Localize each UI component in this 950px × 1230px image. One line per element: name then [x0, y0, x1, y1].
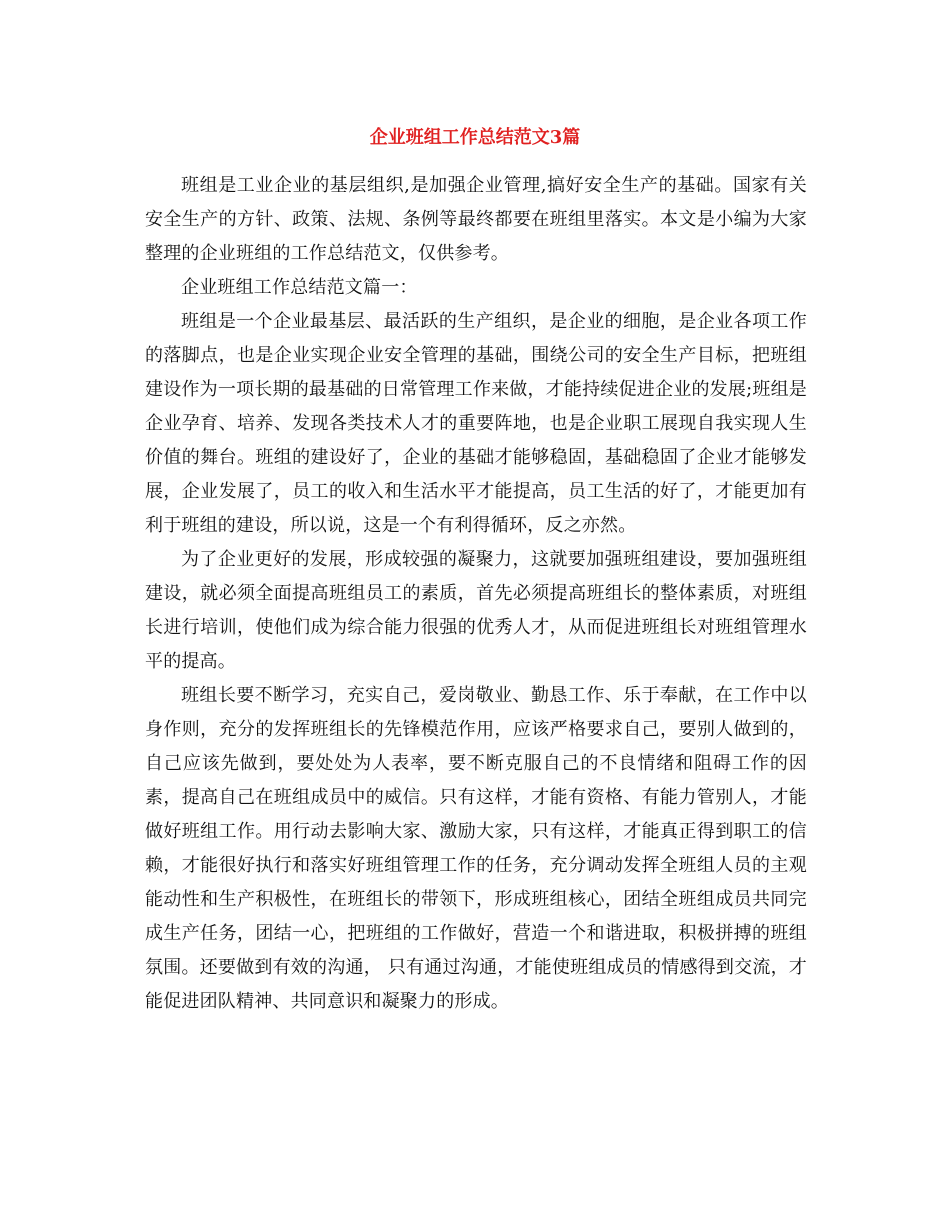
document-title: 企业班组工作总结范文3篇 — [369, 127, 581, 148]
paragraph: 为了企业更好的发展，形成较强的凝聚力，这就要加强班组建设，要加强班组建设，就必须全面提高班组员工的素质，首先必须提高班组长的整体素质，对班组长进行培训，使他们成为综合能力很强的优秀人才，从而促进班组长对班组管理水平的提高。 — [145, 549, 807, 672]
paragraph: 班组长要不断学习，充实自己，爱岗敬业、勤恳工作、乐于奉献，在工作中以身作则，充分的发挥班组长的先锋模范作用，应该严格要求自己，要别人做到的，自己应该先做到，要处处为人表率，要不断克服自己的不良情绪和阻碍工作的因素，提高自己在班组成员中的威信。只有这样，才能有资格、有能力管别人，才能做好班组工作。用行动去影响大家、激励大家，只有这样，才能真正得到职工的信赖，才能很好执行和落实好班组管理工作的任务，充分调动发挥全班组人员的主观能动性和生产积极性，在班组长的带领下，形成班组核心，团结全班组成员共同完成生产任务，团结一心，把班组的工作做好，营造一个和谐进取，积极拼搏的班组氛围。还要做到有效的沟通， 只有通过沟通，才能使班组成员的情感得到交流，才能促进团队精神、共同意识和凝聚力的形成。 — [145, 685, 807, 1012]
document-body — [145, 169, 807, 1019]
paragraph: 班组是一个企业最基层、最活跃的生产组织，是企业的细胞，是企业各项工作的落脚点，也是企业实现企业安全管理的基础，围绕公司的安全生产目标，把班组建设作为一项长期的最基础的日常管理工作来做，才能持续促进企业的发展;班组是企业孕育、培养、发现各类技术人才的重要阵地，也是企业职工展现自我实现人生价值的舞台。班组的建设好了，企业的基础才能够稳固，基础稳固了企业才能够发展，企业发展了，员工的收入和生活水平才能提高，员工生活的好了，才能更加有利于班组的建设，所以说，这是一个有利得循环，反之亦然。 — [145, 311, 807, 536]
section-heading: 企业班组工作总结范文篇一： — [181, 277, 418, 298]
paragraph-intro: 班组是工业企业的基层组织,是加强企业管理,搞好安全生产的基础。国家有关安全生产的方针、政策、法规、条例等最终都要在班组里落实。本文是小编为大家整理的企业班组的工作总结范文，仅供参考。 — [145, 175, 807, 264]
